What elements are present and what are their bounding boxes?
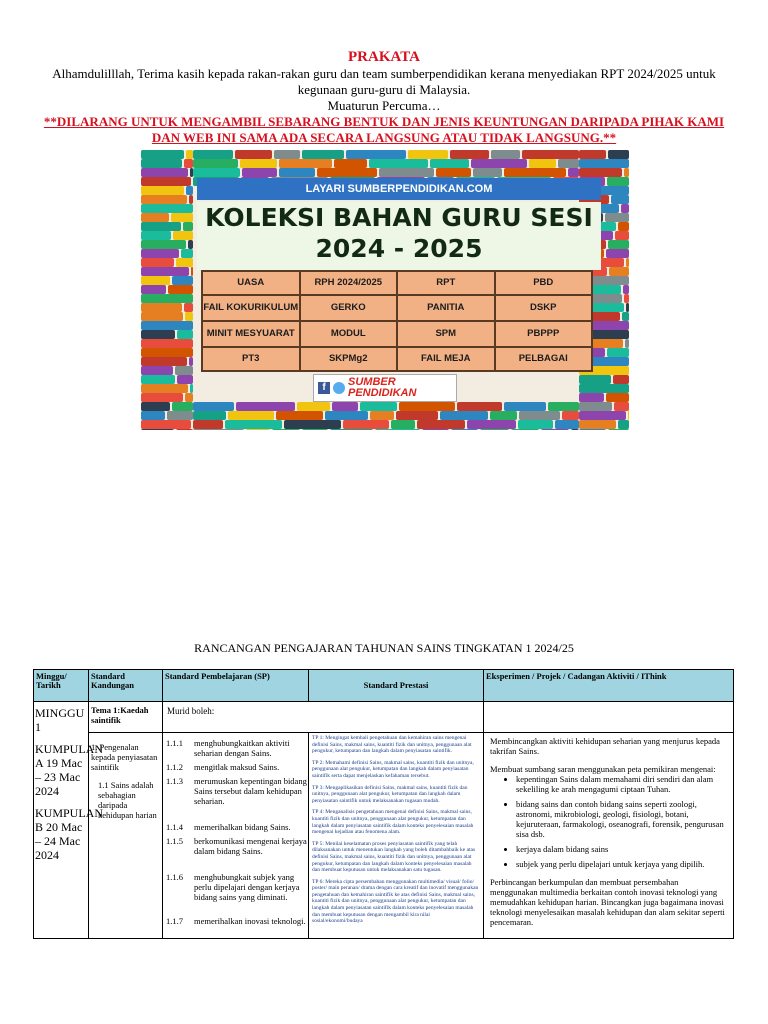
header-standard-pembelajaran: Standard Pembelajaran (SP) <box>163 670 309 702</box>
poster-year: 2024 - 2025 <box>315 234 483 263</box>
sp-number: 1.1.7 <box>166 916 183 926</box>
book-shape <box>242 168 277 177</box>
book-shape <box>555 420 579 429</box>
book-shape <box>579 375 611 384</box>
book-shape <box>141 276 170 285</box>
sp-number: 1.1.5 <box>166 836 183 846</box>
book-shape <box>579 150 606 159</box>
sp-item <box>166 738 307 758</box>
sumber-pendidikan-logo <box>313 374 457 402</box>
book-shape <box>422 429 449 430</box>
preface-text: Alhamdulilllah, Terima kasih kepada rakan-rakan guru dan team sumberpendidikan kerana menyediakan RPT 2024/2025 untuk kegunaan guru-guru di Malaysia. <box>52 66 716 97</box>
sp-number: 1.1.6 <box>166 872 183 882</box>
aktiviti-list <box>490 774 727 869</box>
book-shape <box>562 411 579 420</box>
poster-item: DSKP <box>496 296 592 320</box>
book-shape <box>430 159 469 168</box>
tp-level: TP 5: Menilai keselamatan proses penyiasatan saintifik yang telah dilaksanakan untuk menentukan langkah yang boleh ditambahbaik ke atas definisi Sains, makmal sains, kuantiti fizik dan unitnya, penggunaan alat pengukur, ketumpatan dan langkah dalam konteks penyelesaian masalah dan membuat keputusan untuk melaksanakan satu tugasan. <box>312 840 476 874</box>
book-shape <box>440 411 488 420</box>
week-group-a: KUMPULAN A 19 Mac – 23 Mac 2024 <box>35 742 104 798</box>
book-shape <box>191 267 193 276</box>
book-shape <box>334 159 367 168</box>
sp-number: 1.1.1 <box>166 738 183 748</box>
book-shape <box>189 195 193 204</box>
aktiviti-text: Membuat sumbang saran menggunakan peta pemikiran mengenai: <box>490 764 716 774</box>
book-shape <box>171 213 193 222</box>
book-shape <box>236 402 295 411</box>
book-shape <box>330 429 373 430</box>
book-shape <box>490 411 517 420</box>
book-shape <box>628 411 629 420</box>
book-shape <box>343 420 389 429</box>
book-shape <box>141 294 193 303</box>
book-shape <box>609 267 629 276</box>
week-cell <box>34 702 104 939</box>
book-shape <box>519 411 560 420</box>
book-shape <box>471 159 527 168</box>
book-shape <box>391 420 415 429</box>
book-shape <box>176 258 193 267</box>
table-header-row <box>34 670 734 702</box>
book-shape <box>141 348 193 357</box>
facebook-icon: f <box>318 382 330 394</box>
book-shape <box>172 276 193 285</box>
book-shape <box>272 429 300 430</box>
book-shape <box>608 240 629 249</box>
book-shape <box>579 411 626 420</box>
sp-number: 1.1.3 <box>166 776 183 786</box>
book-shape <box>141 429 174 430</box>
sp-number: 1.1.4 <box>166 822 183 832</box>
book-shape <box>417 420 465 429</box>
book-shape <box>370 411 394 420</box>
book-shape <box>279 168 315 177</box>
poster-item: GERKO <box>301 296 397 320</box>
book-shape <box>608 429 629 430</box>
book-shape <box>141 213 169 222</box>
poster-item: FAIL MEJA <box>398 348 494 370</box>
table-row <box>34 733 734 939</box>
book-shape <box>141 411 165 420</box>
book-shape <box>168 285 193 294</box>
book-shape <box>184 159 193 168</box>
book-shape <box>579 402 612 411</box>
book-shape <box>185 312 193 321</box>
aktiviti-text: Membincangkan aktiviti kehidupan seharian yang menjurus kepada takrifan Sains. <box>490 736 720 756</box>
poster-item: MODUL <box>301 322 397 346</box>
preface <box>0 48 768 146</box>
rpt-table <box>33 669 734 939</box>
book-shape <box>579 429 606 430</box>
book-shape <box>541 429 569 430</box>
book-shape <box>141 258 174 267</box>
sp-item <box>166 916 307 926</box>
sp-item <box>166 762 307 772</box>
book-shape <box>228 411 274 420</box>
book-shape <box>607 177 629 186</box>
preface-warning: **DILARANG UNTUK MENGAMBIL SEBARANG BENTUK DAN JENIS KEUNTUNGAN DARIPADA PIHAK KAMI DAN WEB INI SAMA ADA SECARA LANGSUNG ATAU TIDAK LANGSUNG.** <box>43 114 725 145</box>
header-minggu: Minggu/ Tarikh <box>34 670 89 702</box>
book-shape <box>274 150 300 159</box>
book-shape <box>189 357 193 366</box>
book-shape <box>141 375 175 384</box>
book-shape <box>193 168 240 177</box>
book-shape <box>548 402 579 411</box>
book-shape <box>167 411 193 420</box>
book-shape <box>141 420 191 429</box>
book-shape <box>183 222 193 231</box>
book-shape <box>504 402 546 411</box>
book-shape <box>246 429 270 430</box>
book-shape <box>408 150 448 159</box>
book-shape <box>618 420 629 429</box>
poster-item: PELBAGAI <box>496 348 592 370</box>
book-shape <box>621 204 629 213</box>
book-shape <box>141 339 193 348</box>
sk-subitem: 1.1 Sains adalah sebahagian daripada kehidupan harian <box>98 780 157 820</box>
book-shape <box>141 366 173 375</box>
tp-level: TP 2: Memahami definisi Sains, makmal sains, kuantiti fizik dan unitnya, penggunaan alat pengukur, ketumpatan dan langkah dalam penyiasatan saintifik serta dapat menjelaskan kefahaman tersebut. <box>312 759 474 779</box>
book-shape <box>141 177 191 186</box>
book-shape <box>193 420 223 429</box>
book-shape <box>141 168 188 177</box>
book-shape <box>177 330 193 339</box>
book-shape <box>450 150 489 159</box>
book-shape <box>225 420 282 429</box>
book-shape <box>467 420 516 429</box>
book-shape <box>379 168 434 177</box>
tp-level: TP 3: Mengaplikasikan definisi Sains, makmal sains, kuantiti fizik dan unitnya, penggunaan alat pengukur, ketumpatan dan langkah dalam penyiasatan saintifik untuk melaksanakan tugasan mudah. <box>312 784 468 804</box>
book-shape <box>141 267 189 276</box>
book-shape <box>193 150 233 159</box>
sp-text: menghubungkaitkan aktiviti seharian dengan Sains. <box>194 738 290 758</box>
book-shape <box>571 429 579 430</box>
standard-kandungan-cell <box>89 733 163 939</box>
book-shape <box>399 402 455 411</box>
sk-item: 1. Pengenalan kepada penyiasatan saintifik <box>91 742 158 772</box>
tp-level: TP 6: Mereka cipta persembahan menggunakan multimedia/ visual/ folio/ poster/ main peranan/ drama dengan cara kreatif dan inovatif menggunakan pengetahuan dan kemahiran saintifik ke atas definisi Sains, makmal sains, kuantiti fizik dan unitnya, penggunaan alat pengukur, ketumpatan dan langkah dalam penyiasatan saintifik dalam konteks penyelesaian masalah dan membuat keputusan dengan mengambil kira nilai sosial/ekonomi/budaya <box>312 878 479 925</box>
list-item: • kerjaya dalam bidang sains <box>516 844 727 854</box>
book-shape <box>141 357 187 366</box>
murid-boleh: Murid boleh: <box>163 702 484 733</box>
book-shape <box>181 249 193 258</box>
week-group-b: KUMPULAN B 20 Mac – 24 Mac 2024 <box>35 806 104 862</box>
tema-cell: Tema 1:Kaedah saintifik <box>89 702 163 733</box>
book-shape <box>522 150 579 159</box>
poster-item: PT3 <box>203 348 299 370</box>
book-shape <box>141 195 187 204</box>
poster-item: UASA <box>203 272 299 294</box>
poster-item: SPM <box>398 322 494 346</box>
preface-download-note: Muaturun Percuma… <box>327 98 441 113</box>
book-shape <box>625 339 629 348</box>
sp-item <box>166 836 307 856</box>
sp-text: memerihalkan bidang Sains. <box>194 822 291 832</box>
book-shape <box>141 222 181 231</box>
book-shape <box>141 384 188 393</box>
twitter-icon <box>333 382 345 394</box>
book-shape <box>346 150 406 159</box>
book-shape <box>173 231 193 240</box>
book-shape <box>240 159 277 168</box>
book-shape <box>579 159 629 168</box>
book-shape <box>188 240 193 249</box>
book-shape <box>369 159 428 168</box>
book-shape <box>141 303 182 312</box>
book-shape <box>193 402 234 411</box>
poster-item: PBD <box>496 272 592 294</box>
poster-item: MINIT MESYUARAT <box>203 322 299 346</box>
book-shape <box>606 393 629 402</box>
poster-item: SKPMg2 <box>301 348 397 370</box>
book-shape <box>141 402 170 411</box>
book-shape <box>480 429 509 430</box>
book-shape <box>579 393 604 402</box>
book-shape <box>141 393 183 402</box>
book-shape <box>613 375 629 384</box>
book-shape <box>615 231 629 240</box>
book-shape <box>607 348 629 357</box>
book-shape <box>436 168 471 177</box>
book-shape <box>606 249 629 258</box>
empty-cell <box>484 702 734 733</box>
book-shape <box>518 420 553 429</box>
book-shape <box>529 159 556 168</box>
book-shape <box>558 159 579 168</box>
book-shape <box>186 186 193 195</box>
poster-title: KOLEKSI BAHAN GURU SESI <box>205 203 593 232</box>
book-shape <box>184 303 193 312</box>
poster-item: RPT <box>398 272 494 294</box>
book-shape <box>511 429 539 430</box>
promo-poster <box>141 150 629 430</box>
sp-text: memerihalkan inovasi teknologi. <box>194 916 306 926</box>
sp-text: berkomunikasi mengenai kerjaya dalam bidang Sains. <box>194 836 307 856</box>
logo-text-top: SUMBER <box>348 376 396 388</box>
book-shape <box>605 213 629 222</box>
book-shape <box>473 168 502 177</box>
book-shape <box>172 402 193 411</box>
standard-prestasi-cell <box>309 733 484 939</box>
book-shape <box>579 420 616 429</box>
book-shape <box>624 168 629 177</box>
sp-text: mengitlak maksud Sains. <box>194 762 280 772</box>
book-shape <box>297 402 330 411</box>
table-row <box>34 702 734 733</box>
book-shape <box>491 150 520 159</box>
book-shape <box>176 429 193 430</box>
book-shape <box>190 384 193 393</box>
poster-strip: LAYARI SUMBERPENDIDIKAN.COM <box>197 178 601 200</box>
book-shape <box>141 204 193 213</box>
header-standard-kandungan: Standard Kandungan <box>89 670 163 702</box>
book-shape <box>141 330 175 339</box>
book-shape <box>317 168 377 177</box>
book-shape <box>451 429 478 430</box>
book-shape <box>193 429 244 430</box>
sp-number: 1.1.2 <box>166 762 183 772</box>
book-shape <box>175 366 193 375</box>
book-shape <box>622 312 629 321</box>
header-standard-prestasi: Standard Prestasi <box>309 670 484 702</box>
poster-item: PANITIA <box>398 296 494 320</box>
book-shape <box>276 411 323 420</box>
book-shape <box>141 321 193 330</box>
book-shape <box>284 420 341 429</box>
list-item: • bidang sains dan contoh bidang sains seperti zoologi, astronomi, mikrobiologi, geologi, fisiologi, botani, kejuruteraan, farmakologi, oseanografi, forensik, pengurusan sisa dsb. <box>516 799 727 839</box>
book-shape <box>626 258 629 267</box>
book-shape <box>302 150 344 159</box>
book-shape <box>579 384 629 393</box>
poster-items-grid <box>201 270 593 372</box>
week-number: MINGGU 1 <box>35 706 85 734</box>
poster-item: PBPPP <box>496 322 592 346</box>
book-shape <box>185 393 193 402</box>
book-shape <box>141 159 182 168</box>
book-shape <box>177 375 193 384</box>
book-shape <box>193 411 226 420</box>
preface-title: PRAKATA <box>348 49 420 65</box>
book-shape <box>375 429 420 430</box>
book-shape <box>396 411 438 420</box>
book-shape <box>186 150 193 159</box>
book-shape <box>360 402 397 411</box>
sp-item <box>166 776 307 806</box>
book-shape <box>332 402 358 411</box>
book-shape <box>614 402 629 411</box>
book-shape <box>235 150 272 159</box>
poster-item: FAIL KOKURIKULUM <box>203 296 299 320</box>
aktiviti-cell <box>484 733 734 939</box>
book-shape <box>141 312 183 321</box>
book-shape <box>141 240 186 249</box>
header-aktiviti: Eksperimen / Projek / Cadangan Aktiviti / IThink <box>484 670 734 702</box>
book-shape <box>193 159 238 168</box>
sp-item <box>166 872 307 902</box>
book-shape <box>611 195 629 204</box>
book-shape <box>608 150 629 159</box>
book-shape <box>623 285 629 294</box>
poster-item: RPH 2024/2025 <box>301 272 397 294</box>
sp-text: menghubungkait subjek yang perlu dipelajari dengan kerjaya bidang sains yang diminati. <box>194 872 300 902</box>
tp-level: TP 4: Menganalisis pengetahuan mengenai definisi Sains, makmal sains, kuantiti fizik dan unitnya, penggunaan alat pengukur, ketumpatan dan langkah dalam penyiasatan saintifik dalam konteks penyelesaian masalah mengenai kejadian atau fenomena alam. <box>312 809 474 836</box>
book-shape <box>579 168 622 177</box>
book-shape <box>141 150 184 159</box>
list-item: • kepentingan Sains dalam memahami diri sendiri dan alam sekeliling ke arah mengagumi ciptaan Tuhan. <box>516 774 727 794</box>
book-shape <box>279 159 332 168</box>
book-shape <box>624 294 629 303</box>
book-shape <box>325 411 368 420</box>
tp-level: TP 1: Mengingat kembali pengetahuan dan kemahiran sains mengenai definisi Sains, makmal sains, kuantiti fizik dan unitnya, penggunaan alat pengukur, ketumpatan dan langkah dalam penyiasatan saintifik. <box>312 735 472 755</box>
book-shape <box>302 429 328 430</box>
book-shape <box>141 285 166 294</box>
logo-text-bottom: PENDIDIKAN <box>348 387 417 399</box>
book-shape <box>141 231 171 240</box>
book-shape <box>504 168 566 177</box>
book-shape <box>626 303 629 312</box>
book-shape <box>141 249 179 258</box>
book-shape <box>568 168 579 177</box>
aktiviti-text: Perbincangan berkumpulan dan membuat persembahan menggunakan multimedia berkaitan contoh inovasi teknologi yang memudahkan kehidupan harian. Bincangkan juga bagaimana inovasi teknologi menyelesaikan masalah kehidupan dan alam sekitar seperti pencemaran. <box>490 877 725 927</box>
sp-item <box>166 822 307 832</box>
book-shape <box>457 402 502 411</box>
list-item: • subjek yang perlu dipelajari untuk kerjaya yang dipilih. <box>516 859 727 869</box>
book-shape <box>141 186 184 195</box>
sp-text: merumuskan kepentingan bidang Sains tersebut dalam kehidupan seharian. <box>194 776 307 806</box>
standard-pembelajaran-cell <box>163 733 309 939</box>
book-shape <box>618 222 629 231</box>
rpt-title: RANCANGAN PENGAJARAN TAHUNAN SAINS TINGKATAN 1 2024/25 <box>194 641 574 655</box>
